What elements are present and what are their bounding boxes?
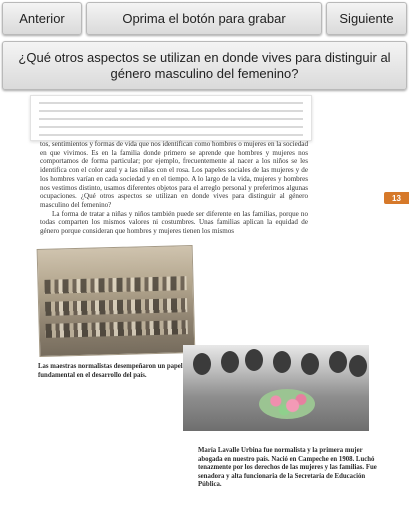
paragraph-1: tos, sentimientos y formas de vida que nos identifican como hombres o mujeres en la sociedad en que vivimos. Es en la familia donde primero se aprende que hombres y mujeres nos comportamos de forma particular; por ejemplo, frecuentemente al nacer a los niños se les identifica con el color azul y a las niñas con el rosa. Los papeles sociales de las mujeres y de los hombres varían en cada sociedad y en el tiempo. A lo largo de la vida, mujeres y hombres nos vestimos distinto, usamos diferentes objetos para el arreglo personal y preferimos algunas ocupaciones. ¿Qué otros aspectos se utilizan en donde vives para distinguir al género masculino del femenino? — [40, 140, 308, 209]
teachers-group-photo — [37, 245, 196, 357]
flower-bouquet — [259, 389, 315, 419]
maria-lavalle-photo — [183, 345, 369, 431]
photo-caption-2: María Lavalle Urbina fue normalista y la primera mujer abogada en nuestro país. Nació en Campeche en 1908. Luchó tenazmente por los derechos de las mujeres y las familias. Fue senadora y alta funcionaria de la Secretaría de Educación Pública. — [198, 447, 377, 488]
record-button[interactable]: Oprima el botón para grabar — [86, 2, 322, 35]
obscured-text-panel — [30, 95, 312, 141]
page-body-text — [40, 140, 308, 236]
page-number-badge: 13 — [384, 192, 409, 204]
question-button[interactable]: ¿Qué otros aspectos se utilizan en donde vives para distinguir al género masculino del femenino? — [2, 41, 407, 90]
next-button[interactable]: Siguiente — [326, 2, 407, 35]
photo-caption-1: Las maestras normalistas desempeñaron un papel fundamental en el desarrollo del país. — [38, 363, 183, 379]
paragraph-2: La forma de tratar a niñas y niños también puede ser diferente en las familias, porque no todas comparten los mismos valores ni costumbres. Unas familias aplican la equidad de género porque consideran que hombres y mujeres tienen los mismos — [40, 209, 308, 236]
book-page — [0, 95, 409, 512]
previous-button[interactable]: Anterior — [2, 2, 82, 35]
